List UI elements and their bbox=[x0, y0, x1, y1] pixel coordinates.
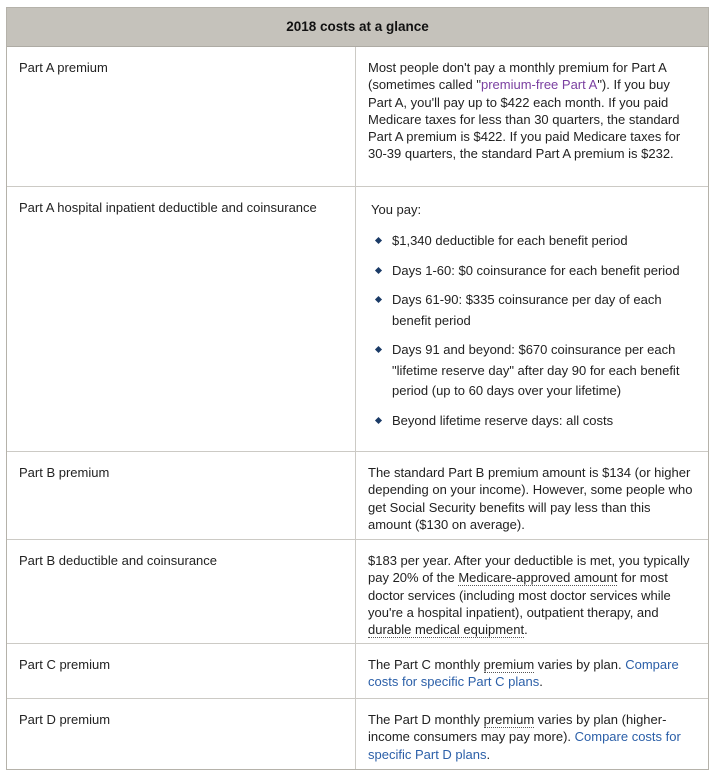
intro-text: You pay: bbox=[371, 202, 422, 217]
table-row bbox=[7, 47, 708, 186]
table-row bbox=[7, 539, 708, 643]
row-label: Part D premium bbox=[7, 699, 356, 769]
row-label: Part B premium bbox=[7, 452, 356, 539]
diamond-bullet-icon bbox=[375, 237, 382, 244]
table-row bbox=[7, 451, 708, 539]
diamond-bullet-icon bbox=[375, 346, 382, 353]
row-value bbox=[356, 699, 708, 769]
table-row bbox=[7, 698, 708, 769]
text-segment: $183 per year. After your deductible is met, you typically pay 20% of the bbox=[368, 553, 690, 586]
costs-table bbox=[6, 7, 709, 770]
list-item: Beyond lifetime reserve days: all costs bbox=[368, 411, 696, 432]
row-value bbox=[356, 644, 708, 698]
text-segment: varies by plan (higher-income consumers may pay more). bbox=[368, 712, 667, 745]
text-segment: Most people don't pay a monthly premium for Part A (sometimes called " bbox=[368, 60, 667, 93]
list-item: $1,340 deductible for each benefit period bbox=[368, 231, 696, 252]
diamond-bullet-icon bbox=[375, 267, 382, 274]
row-label: Part A hospital inpatient deductible and coinsurance bbox=[7, 187, 356, 451]
compare-part-d-plans-link[interactable]: Compare costs for specific Part D plans bbox=[368, 729, 681, 762]
text-segment: The Part D monthly bbox=[368, 712, 484, 727]
premium-free-part-a-link[interactable]: premium-free Part A bbox=[480, 77, 598, 93]
text-segment: varies by plan. bbox=[534, 657, 626, 672]
medicare-approved-amount-term[interactable]: Medicare-approved amount bbox=[458, 570, 618, 586]
table-row bbox=[7, 643, 708, 698]
list-item: Days 1-60: $0 coinsurance for each benefit period bbox=[368, 261, 696, 282]
table-title: 2018 costs at a glance bbox=[7, 8, 708, 47]
bullet-list bbox=[368, 231, 696, 431]
row-value bbox=[356, 540, 708, 643]
compare-part-c-plans-link[interactable]: Compare costs for specific Part C plans bbox=[368, 657, 679, 690]
diamond-bullet-icon bbox=[375, 296, 382, 303]
table-row bbox=[7, 186, 708, 451]
list-item: Days 91 and beyond: $670 coinsurance per each "lifetime reserve day" after day 90 for each benefit period (up to 60 days over your lifetime) bbox=[368, 340, 696, 402]
text-segment: . bbox=[539, 674, 543, 690]
text-segment: for most doctor services (including most doctor services while you're a hospital inpatient), outpatient therapy, and bbox=[368, 570, 671, 620]
row-value bbox=[356, 187, 708, 451]
list-item: Days 61-90: $335 coinsurance per day of each benefit period bbox=[368, 290, 696, 331]
row-value: The standard Part B premium amount is $134 (or higher depending on your income). However, some people who get Social Security benefits will pay less than this amount ($130 on average). bbox=[368, 465, 693, 532]
diamond-bullet-icon bbox=[375, 417, 382, 424]
row-label: Part C premium bbox=[7, 644, 356, 698]
text-segment: . bbox=[486, 746, 491, 762]
text-segment: "). If you buy Part A, you'll pay up to $422 each month. If you paid Medicare taxes for less than 30 quarters, the standard Part A premium is $422. If you paid Medicare taxes for 30-39 quarters, the standard Part A premium is $232. bbox=[368, 77, 681, 162]
row-label: Part A premium bbox=[7, 47, 356, 186]
text-segment: . bbox=[524, 622, 528, 638]
row-value bbox=[356, 47, 708, 186]
row-label: Part B deductible and coinsurance bbox=[7, 540, 356, 643]
text-segment: The Part C monthly bbox=[368, 657, 484, 672]
premium-term[interactable]: premium bbox=[483, 657, 535, 672]
premium-term[interactable]: premium bbox=[483, 712, 535, 727]
durable-medical-equipment-term[interactable]: durable medical equipment bbox=[368, 622, 525, 638]
